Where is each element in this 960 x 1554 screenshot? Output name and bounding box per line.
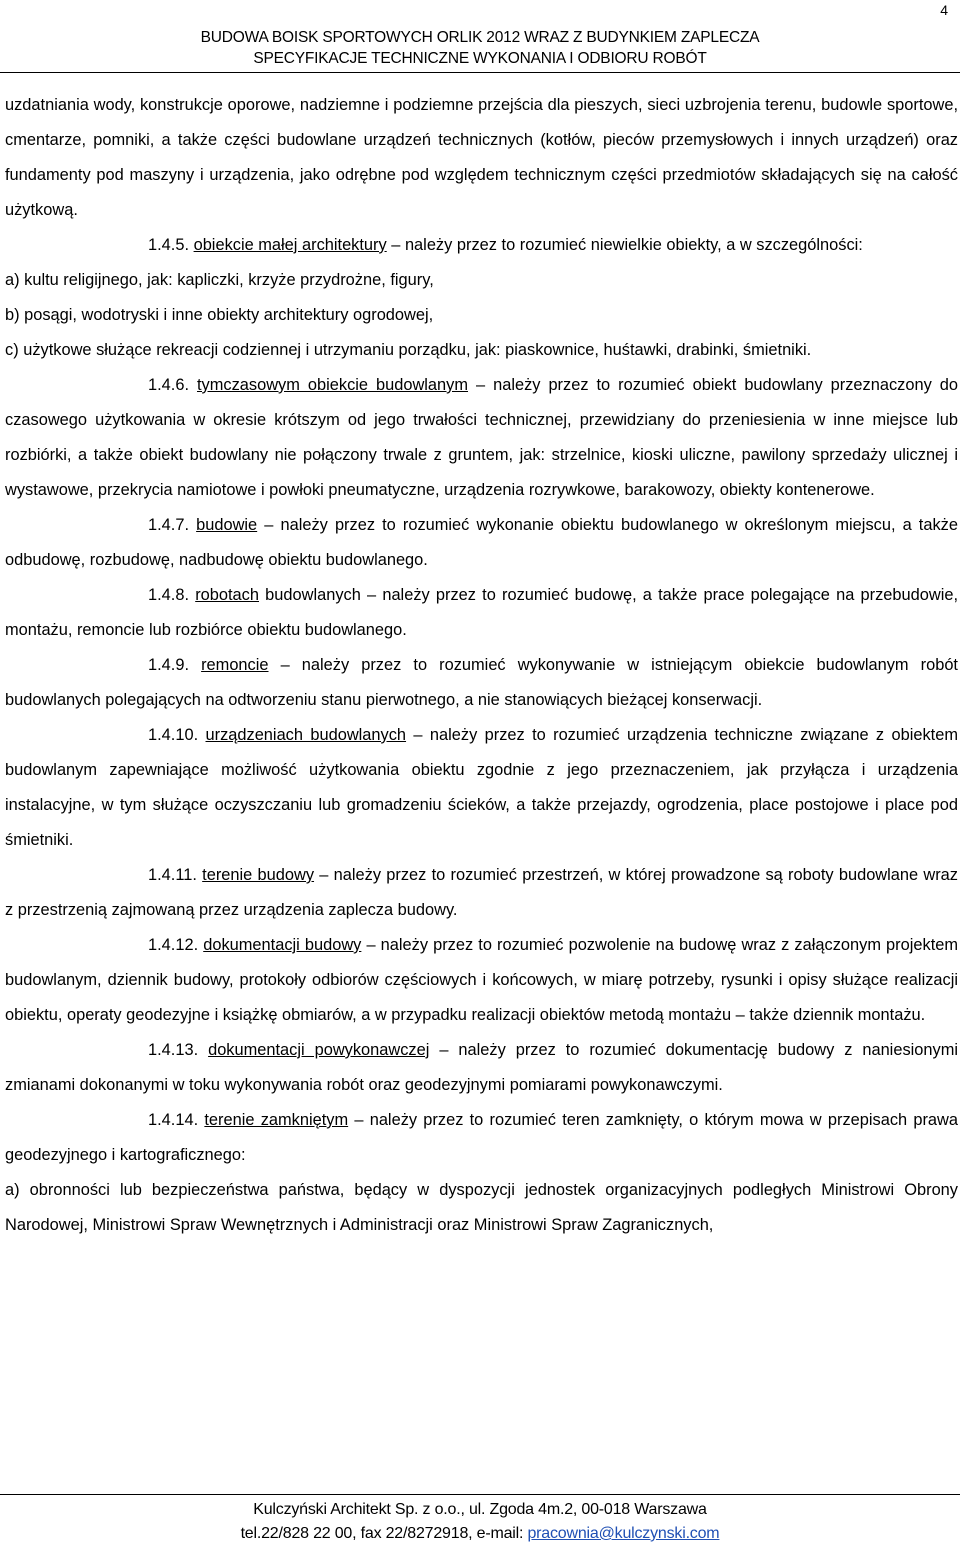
definition-text: budowlanych – należy przez to rozumieć budowę, a także prace polegające na przebudowie, montażu, remoncie lub rozbiórce obiektu budowlanego. <box>5 586 959 639</box>
definition-text: – należy przez to rozumieć przestrzeń, w której prowadzone są roboty budowlane wraz z przestrzenią zajmowaną przez urządzenia zaplecza budowy. <box>5 866 958 919</box>
definition-1-4-13 <box>5 1033 958 1103</box>
definition-text: – należy przez to rozumieć dokumentację budowy z naniesionymi zmianami dokonanymi w toku wykonywania robót oraz geodezyjnymi pomiarami powykonawczymi. <box>5 1041 959 1094</box>
document-body <box>5 88 958 1243</box>
definition-1-4-7 <box>5 508 958 578</box>
header-title: BUDOWA BOISK SPORTOWYCH ORLIK 2012 WRAZ Z BUDYNKIEM ZAPLECZA <box>200 29 760 46</box>
definition-term: robotach <box>195 586 259 604</box>
definition-text: – należy przez to rozumieć wykonywanie w istniejącym obiekcie budowlanym robót budowlanych polegających na odtworzeniu stanu pierwotnego, a nie stanowiących bieżącej konserwacji. <box>5 656 958 709</box>
definition-1-4-5 <box>5 228 958 263</box>
definition-text: – należy przez to rozumieć pozwolenie na budowę wraz z załączonym projektem budowlanym, dziennik budowy, protokoły odbiorów częściowych i końcowych, w miarę potrzeby, rysunki i opisy służące realizacji obiektu, operaty geodezyjne i książkę obmiarów, a w przypadku realizacji obiektów metodą montażu – także dziennik montażu. <box>5 936 959 1024</box>
definition-1-4-8 <box>5 578 958 648</box>
footer-phone-fax: tel.22/828 22 00, fax 22/8272918, e-mail: <box>240 1525 528 1542</box>
page-number: 4 <box>940 2 948 18</box>
definition-term: tymczasowym obiekcie budowlanym <box>197 376 469 394</box>
definition-number: 1.4.10. <box>148 726 199 744</box>
definition-number: 1.4.8. <box>148 586 190 604</box>
definition-text: – należy przez to rozumieć urządzenia techniczne związane z obiektem budowlanym zapewniające możliwość użytkowania obiektu zgodnie z jego przeznaczeniem, jak przyłącza i urządzenia instalacyjne, w tym służące oczyszczaniu lub gromadzeniu ścieków, a także przejazdy, ogrodzenia, place postojowe i place pod śmietniki. <box>5 726 958 849</box>
definition-term: budowie <box>196 516 258 534</box>
footer-contact <box>0 1522 960 1546</box>
document-header <box>0 27 960 69</box>
footer-rule <box>0 1494 960 1495</box>
list-item-a: a) kultu religijnego, jak: kapliczki, krzyże przydrożne, figury, <box>5 271 434 289</box>
definition-1-4-12 <box>5 928 958 1033</box>
footer-email-link[interactable]: pracownia@kulczynski.com <box>527 1525 720 1542</box>
intro-paragraph: uzdatniania wody, konstrukcje oporowe, nadziemne i podziemne przejścia dla pieszych, sieci uzbrojenia terenu, budowle sportowe, cmentarze, pomniki, a także części budowlane urządzeń technicznych (kotłów, pieców przemysłowych i innych urządzeń) oraz fundamenty pod maszyny i urządzenia, jako odrębne pod względem technicznym części przedmiotów składających się na całość użytkową. <box>5 96 958 219</box>
definition-number: 1.4.9. <box>148 656 190 674</box>
definition-term: obiekcie małej architektury <box>193 236 387 254</box>
header-rule <box>0 72 960 73</box>
definition-term: dokumentacji budowy <box>203 936 362 954</box>
definition-text: – należy przez to rozumieć teren zamknięty, o którym mowa w przepisach prawa geodezyjnego i kartograficznego: <box>5 1111 958 1164</box>
definition-1-4-11 <box>5 858 958 928</box>
document-footer <box>0 1498 960 1546</box>
definition-number: 1.4.5. <box>148 236 190 254</box>
definition-term: dokumentacji powykonawczej <box>208 1041 430 1059</box>
definition-text: – należy przez to rozumieć wykonanie obiektu budowlanego w określonym miejscu, a także odbudowę, rozbudowę, nadbudowę obiektu budowlanego. <box>5 516 958 569</box>
footer-address: Kulczyński Architekt Sp. z o.o., ul. Zgoda 4m.2, 00-018 Warszawa <box>253 1501 707 1518</box>
definition-1-4-14 <box>5 1103 958 1173</box>
definition-text: – należy przez to rozumieć obiekt budowlany przeznaczony do czasowego użytkowania w okresie krótszym od jego trwałości technicznej, przewidziany do przeniesienia w inne miejsce lub rozbiórki, a także obiekt budowlany nie połączony trwale z gruntem, jak: strzelnice, kioski uliczne, pawilony sprzedaży ulicznej i wystawowe, przekrycia namiotowe i powłoki pneumatyczne, urządzenia rozrywkowe, barakowozy, obiekty kontenerowe. <box>5 376 958 499</box>
list-item-c: c) użytkowe służące rekreacji codziennej i utrzymaniu porządku, jak: piaskownice, huśtawki, drabinki, śmietniki. <box>5 341 812 359</box>
list-item-a-closed-area: a) obronności lub bezpieczeństwa państwa, będący w dyspozycji jednostek organizacyjnych podległych Ministrowi Obrony Narodowej, Ministrowi Spraw Wewnętrznych i Administracji oraz Ministrowi Spraw Zagranicznych, <box>5 1181 958 1234</box>
definition-number: 1.4.12. <box>148 936 199 954</box>
definition-1-4-6 <box>5 368 958 508</box>
definition-1-4-10 <box>5 718 958 858</box>
list-item-b: b) posągi, wodotryski i inne obiekty architektury ogrodowej, <box>5 306 434 324</box>
definition-term: remoncie <box>201 656 269 674</box>
definition-number: 1.4.14. <box>148 1111 199 1129</box>
definition-number: 1.4.6. <box>148 376 190 394</box>
definition-1-4-9 <box>5 648 958 718</box>
definition-number: 1.4.7. <box>148 516 190 534</box>
definition-number: 1.4.11. <box>148 866 197 884</box>
definition-term: terenie zamkniętym <box>204 1111 349 1129</box>
definition-term: terenie budowy <box>202 866 315 884</box>
definition-term: urządzeniach budowlanych <box>205 726 407 744</box>
definition-number: 1.4.13. <box>148 1041 199 1059</box>
header-subtitle: SPECYFIKACJE TECHNICZNE WYKONANIA I ODBIORU ROBÓT <box>253 50 707 67</box>
definition-text: – należy przez to rozumieć niewielkie obiekty, a w szczególności: <box>386 236 863 254</box>
